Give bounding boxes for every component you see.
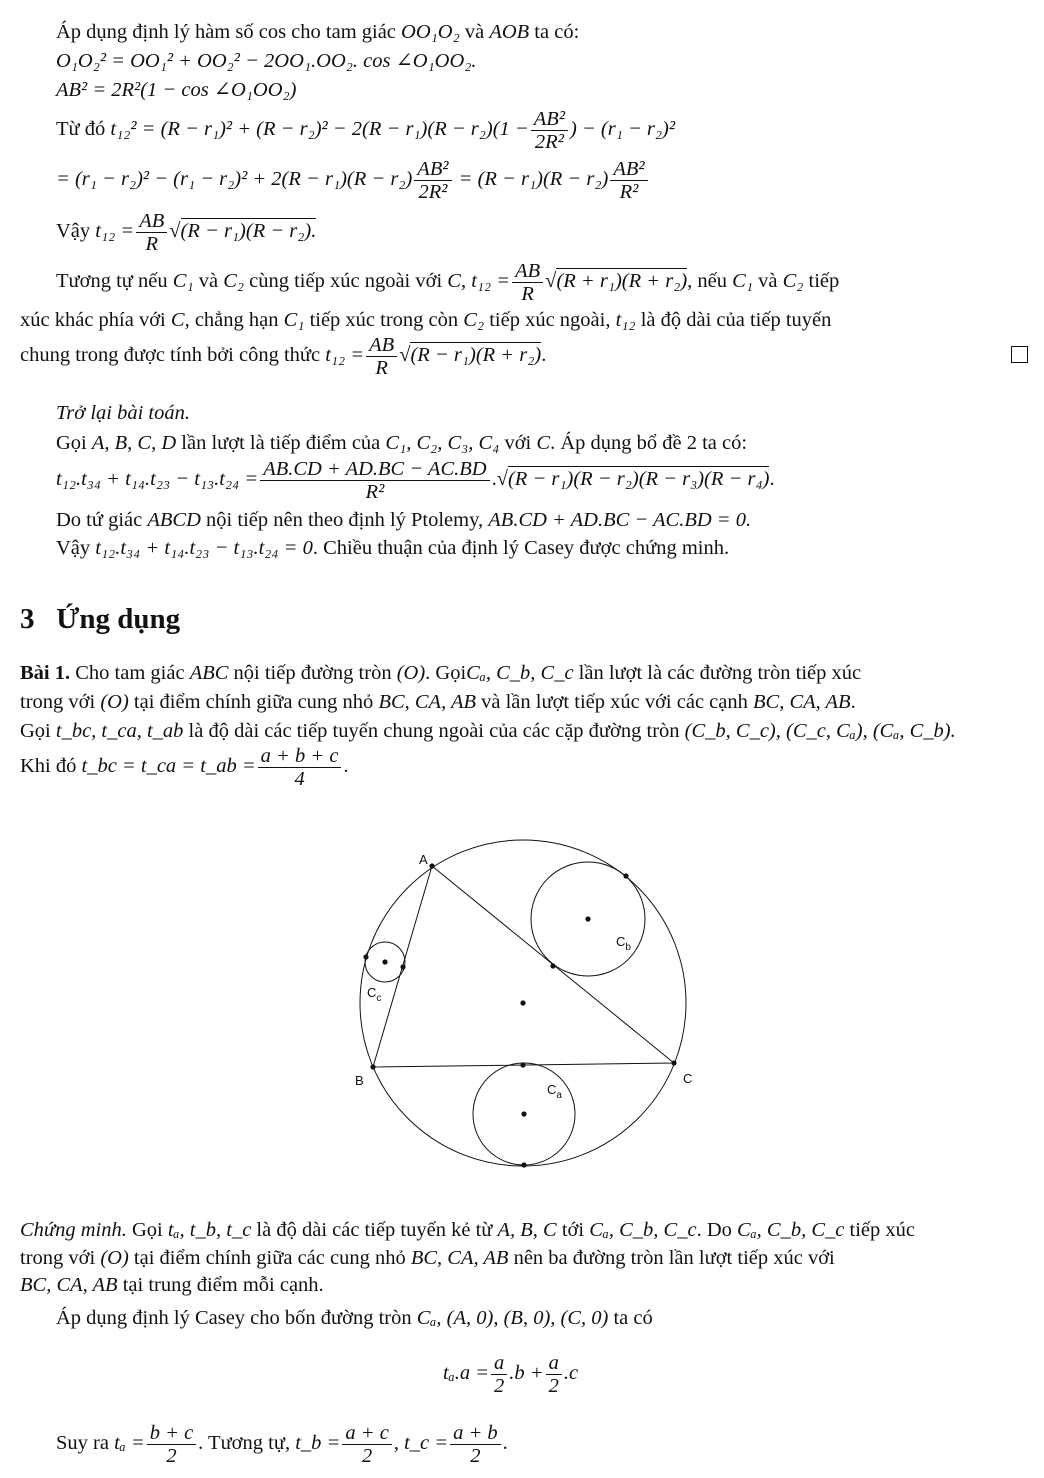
- casey-equation: tₐ.a = $\frac{a}{2}$ .b + $\frac{a}{2}$ .c: [443, 1352, 579, 1397]
- point-A: [429, 863, 434, 868]
- law-of-cosines-eq-2: AB² = 2R²(1 − cos ∠O₁OO₂): [56, 79, 297, 101]
- point-B: [370, 1064, 375, 1069]
- fraction: $\frac{AB.CD + AD.BC - AC.BD}{\text{R²}}$: [260, 458, 489, 503]
- tangency-Cb-O: [623, 873, 628, 878]
- fraction: $\frac{a + b + c}{4}$: [258, 745, 342, 790]
- simplification-line: = (r₁ − r₂)² − (r₁ − r₂)² + 2(R − r₁)(R − r₂) $\frac{\text{AB²}}{\text{2R²}}$ = (R − r₁)(R − r₂) $\frac{\text{AB²}}{\text{R²}}$: [56, 158, 650, 203]
- conclusion-line: Vậy t₁₂.t₃₄ + t₁₄.t₂₃ − t₁₃.t₂₄ = 0. Chiều thuận của định lý Casey được chứng minh.: [56, 537, 730, 559]
- proof-conclusion: Suy ra tₐ = $\frac{b + c}{2}$ . Tương tự, t_b = $\frac{a + c}{2}$ , t_c = $\frac{a + b}{2}$ .: [56, 1422, 508, 1467]
- fraction: $\frac{\text{AB²}}{\text{2R²}}$: [531, 108, 568, 153]
- square-root: √(R + r₁)(R + r₂): [545, 270, 688, 293]
- t12-squared-line: Từ đó t₁₂² = (R − r₁)² + (R − r₂)² − 2(R − r₁)(R − r₂)(1 − $\frac{\text{AB²}}{\text{2R²}}$ ) − (r₁ − r₂)²: [56, 108, 675, 153]
- fraction: $\frac{AB}{R}$: [512, 260, 543, 305]
- tangency-Ca-BC: [520, 1062, 525, 1067]
- fraction: $\frac{a}{2}$: [546, 1352, 562, 1397]
- casey-sum-line: t₁₂.t₃₄ + t₁₄.t₂₃ − t₁₃.t₂₄ = $\frac{AB.CD + AD.BC - AC.BD}{\text{R²}}$ .√(R − r₁)(R − r₂)(R − r₃)(R − r₄).: [56, 458, 775, 503]
- return-to-problem: Trở lại bài toán.: [56, 402, 190, 424]
- ptolemy-line: Do tứ giác ABCD nội tiếp nên theo định lý Ptolemy, AB.CD + AD.BC − AC.BD = 0.: [56, 509, 752, 531]
- square-root: √(R − r₁)(R − r₂)(R − r₃)(R − r₄): [496, 468, 770, 491]
- square-root: √(R − r₁)(R + r₂): [399, 344, 542, 367]
- fraction: $\frac{a}{2}$: [491, 1352, 507, 1397]
- tangency-Cc-AB: [400, 964, 405, 969]
- label-Cc: $C_c$: [367, 985, 382, 1004]
- lemma-line-1: Áp dụng định lý hàm số cos cho tam giác OO₁O₂ và AOB ta có:: [56, 21, 580, 43]
- label-C: C: [683, 1071, 693, 1086]
- fraction: $\frac{AB}{R}$: [366, 334, 397, 379]
- law-of-cosines-eq-1: O₁O₂² = OO₁² + OO₂² − 2OO₁.OO₂. cos ∠O₁OO₂.: [56, 50, 477, 72]
- fraction: $\frac{\text{AB²}}{\text{2R²}}$: [414, 158, 451, 203]
- proof-line-1: Chứng minh. Gọi tₐ, t_b, t_c là độ dài các tiếp tuyến kẻ từ A, B, C tới Cₐ, C_b, C_c. Do Cₐ, C_b, C_c tiếp xúc: [20, 1219, 915, 1241]
- problem-line-2: trong với (O) tại điểm chính giữa cung nhỏ BC, CA, AB và lần lượt tiếp xúc với các cạnh BC, CA, AB.: [20, 691, 856, 713]
- fraction: $\frac{a + b}{2}$: [450, 1422, 501, 1467]
- problem-line-4: Khi đó t_bc = t_ca = t_ab = $\frac{a + b + c}{4}$ .: [20, 745, 349, 790]
- fraction: $\frac{\text{AB²}}{\text{R²}}$: [610, 158, 647, 203]
- label-Cb: $C_b$: [616, 934, 631, 953]
- tangency-Ca-O: [521, 1162, 526, 1167]
- proof-line-4: Áp dụng định lý Casey cho bốn đường tròn Cₐ, (A, 0), (B, 0), (C, 0) ta có: [56, 1307, 653, 1329]
- center-Ca: [521, 1111, 526, 1116]
- fraction: $\frac{a + c}{2}$: [342, 1422, 391, 1467]
- proof-line-3: BC, CA, AB tại trung điểm mỗi cạnh.: [20, 1274, 324, 1296]
- proof-line-2: trong với (O) tại điểm chính giữa các cung nhỏ BC, CA, AB nên ba đường tròn lần lượt tiếp xúc với: [20, 1247, 835, 1269]
- tangency-Cc-O: [363, 954, 368, 959]
- tangency-Cb-AC: [550, 963, 555, 968]
- fraction: $\frac{b + c}{2}$: [147, 1422, 196, 1467]
- label-A: A: [419, 852, 428, 867]
- problem-line-3: Gọi t_bc, t_ca, t_ab là độ dài các tiếp tuyến chung ngoài của các cặp đường tròn (C_b, C_c), (C_c, Cₐ), (Cₐ, C_b).: [20, 720, 956, 742]
- similar-case-line: Tương tự nếu C₁ và C₂ cùng tiếp xúc ngoài với C, t₁₂ = $\frac{AB}{R}$ √(R + r₁)(R + r₂), nếu C₁ và C₂ tiếp: [56, 260, 840, 305]
- center-O: [520, 1000, 525, 1005]
- tangent-points-line: Gọi A, B, C, D lần lượt là tiếp điểm của C₁, C₂, C₃, C₄ với C. Áp dụng bổ đề 2 ta có:: [56, 432, 748, 454]
- center-Cb: [585, 916, 590, 921]
- opposite-side-line: xúc khác phía với C, chẳng hạn C₁ tiếp xúc trong còn C₂ tiếp xúc ngoài, t₁₂ là độ dài của tiếp tuyến: [20, 309, 832, 331]
- fraction: $\frac{AB}{R}$: [136, 210, 167, 255]
- section-heading: 3 Ứng dụng: [20, 603, 181, 635]
- problem-line-1: Bài 1. Cho tam giác ABC nội tiếp đường tròn (O). GọiCₐ, C_b, C_c lần lượt là các đường tròn tiếp xúc: [20, 662, 862, 684]
- square-root: √(R − r₁)(R − r₂).: [169, 220, 317, 243]
- label-Ca: $C_a$: [547, 1082, 562, 1101]
- center-Cc: [382, 959, 387, 964]
- t12-result-line: Vậy t₁₂ = $\frac{AB}{R}$ √(R − r₁)(R − r₂).: [56, 210, 317, 255]
- triangle-ABC: [373, 866, 674, 1067]
- internal-tangent-line: chung trong được tính bởi công thức t₁₂ = $\frac{AB}{R}$ √(R − r₁)(R + r₂).: [20, 334, 547, 379]
- point-C: [671, 1060, 676, 1065]
- label-B: B: [355, 1073, 364, 1088]
